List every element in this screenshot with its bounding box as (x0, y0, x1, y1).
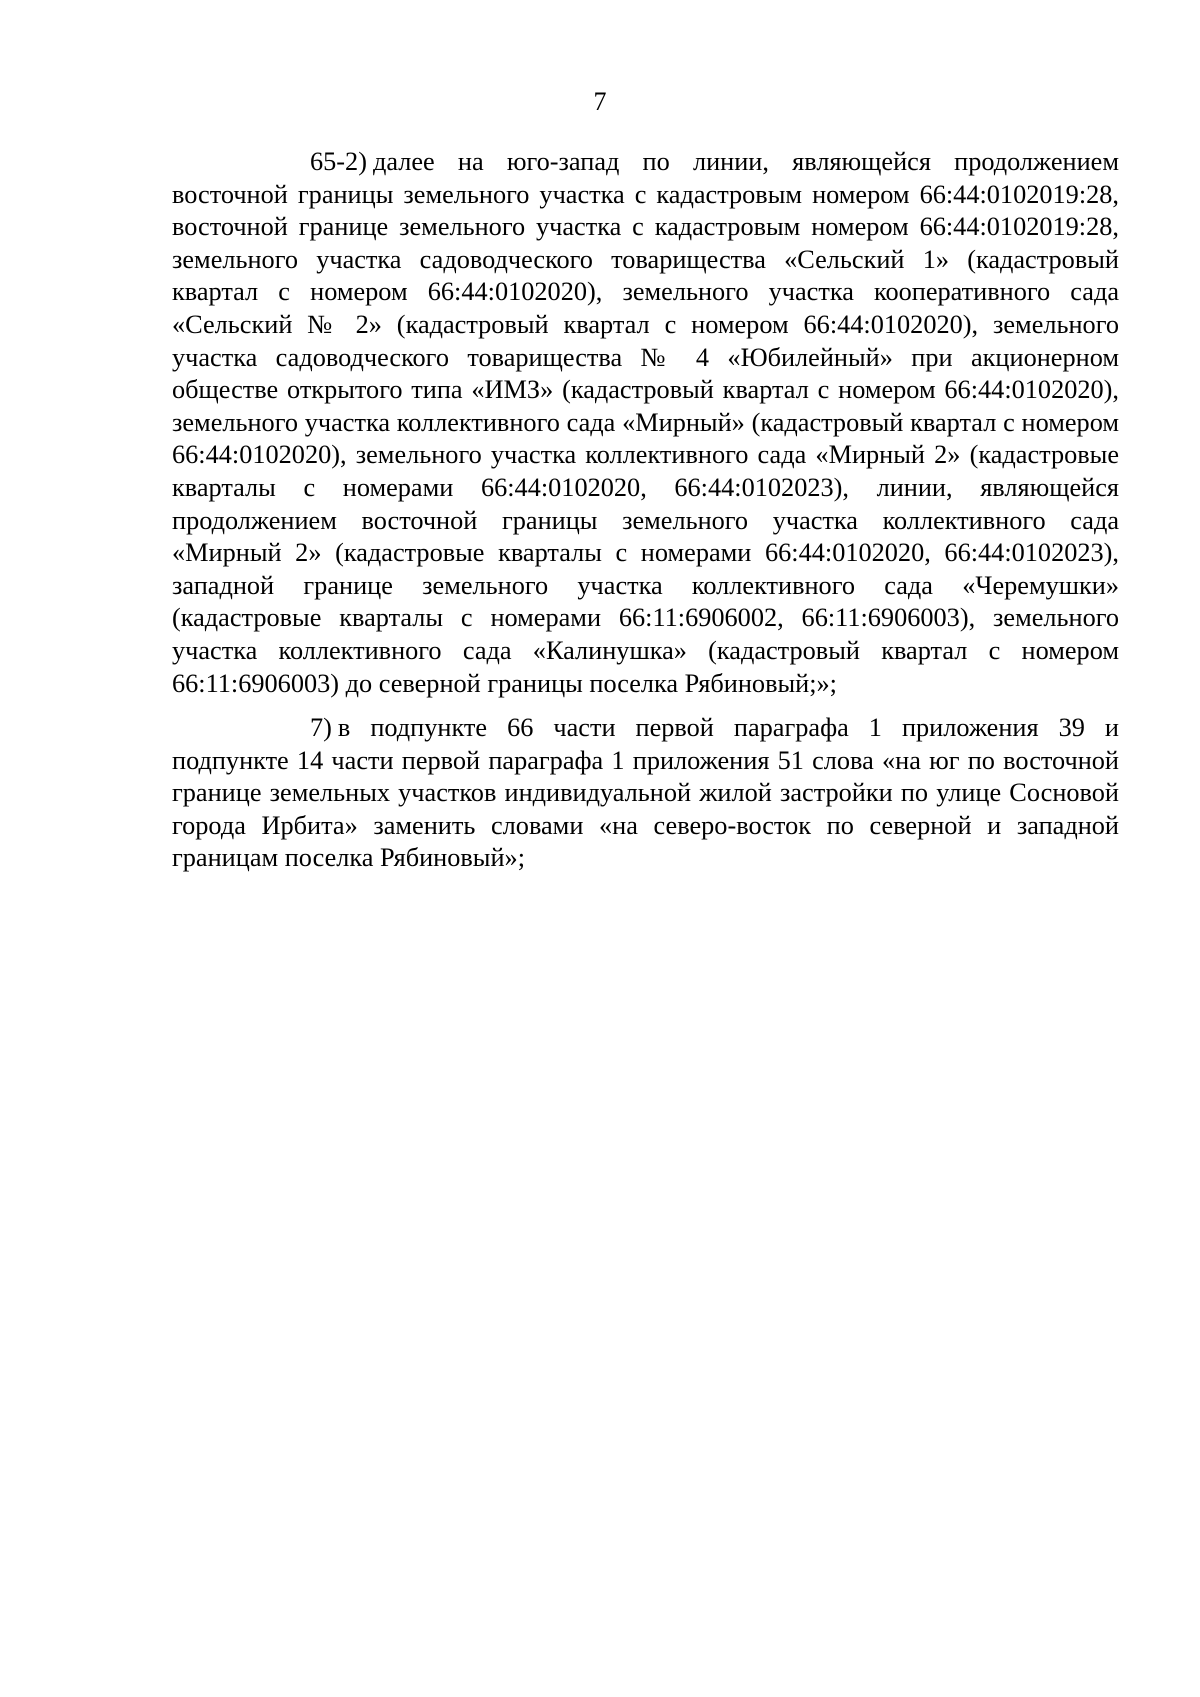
paragraph-65-2 (172, 146, 1119, 700)
document-body (172, 146, 1119, 887)
page-number: 7 (593, 87, 607, 116)
paragraph-number: 65-2) (310, 147, 367, 176)
paragraph-7 (172, 712, 1119, 875)
paragraph-number: 7) (310, 713, 332, 743)
paragraph-text: далее на юго-запад по линии, являющейся продолжением восточной границы земельного участка с кадастровым номером 66:44:0102019:28, восточной границе земельного участка с кадастровым номером 66:44:0102019:28, земельного участка садоводческого товарищества «Сельский 1» (кадастровый квартал с номером 66:44:0102020), земельного участка кооперативного сада «Сельский № 2» (кадастровый квартал с номером 66:44:0102020), земельного участка садоводческого товарищества № 4 «Юбилейный» при акционерном обществе открытого типа «ИМЗ» (кадастровый квартал с номером 66:44:0102020), земельного участка коллективного сада «Мирный» (кадастровый квартал с номером 66:44:0102020), земельного участка коллективного сада «Мирный 2» (кадастровые кварталы с номерами 66:44:0102020, 66:44:0102023), линии, являющейся продолжением восточной границы земельного участка коллективного сада «Мирный 2» (кадастровые кварталы с номерами 66:44:0102020, 66:44:0102023), западной границе земельного участка коллективного сада «Черемушки» (кадастровые кварталы с номерами 66:11:6906002, 66:11:6906003), земельного участка коллективного сада «Калинушка» (кадастровый квартал с номером 66:11:6906003) до северной границы поселка Рябиновый;»; (172, 147, 1119, 698)
paragraph-text: в подпункте 66 части первой параграфа 1 приложения 39 и подпункте 14 части первой параграфа 1 приложения 51 слова «на юг по восточной границе земельных участков индивидуальной жилой застройки по улице Сосновой города Ирбита» заменить словами «на северо-восток по северной и западной границам поселка Рябиновый»; (172, 713, 1119, 873)
